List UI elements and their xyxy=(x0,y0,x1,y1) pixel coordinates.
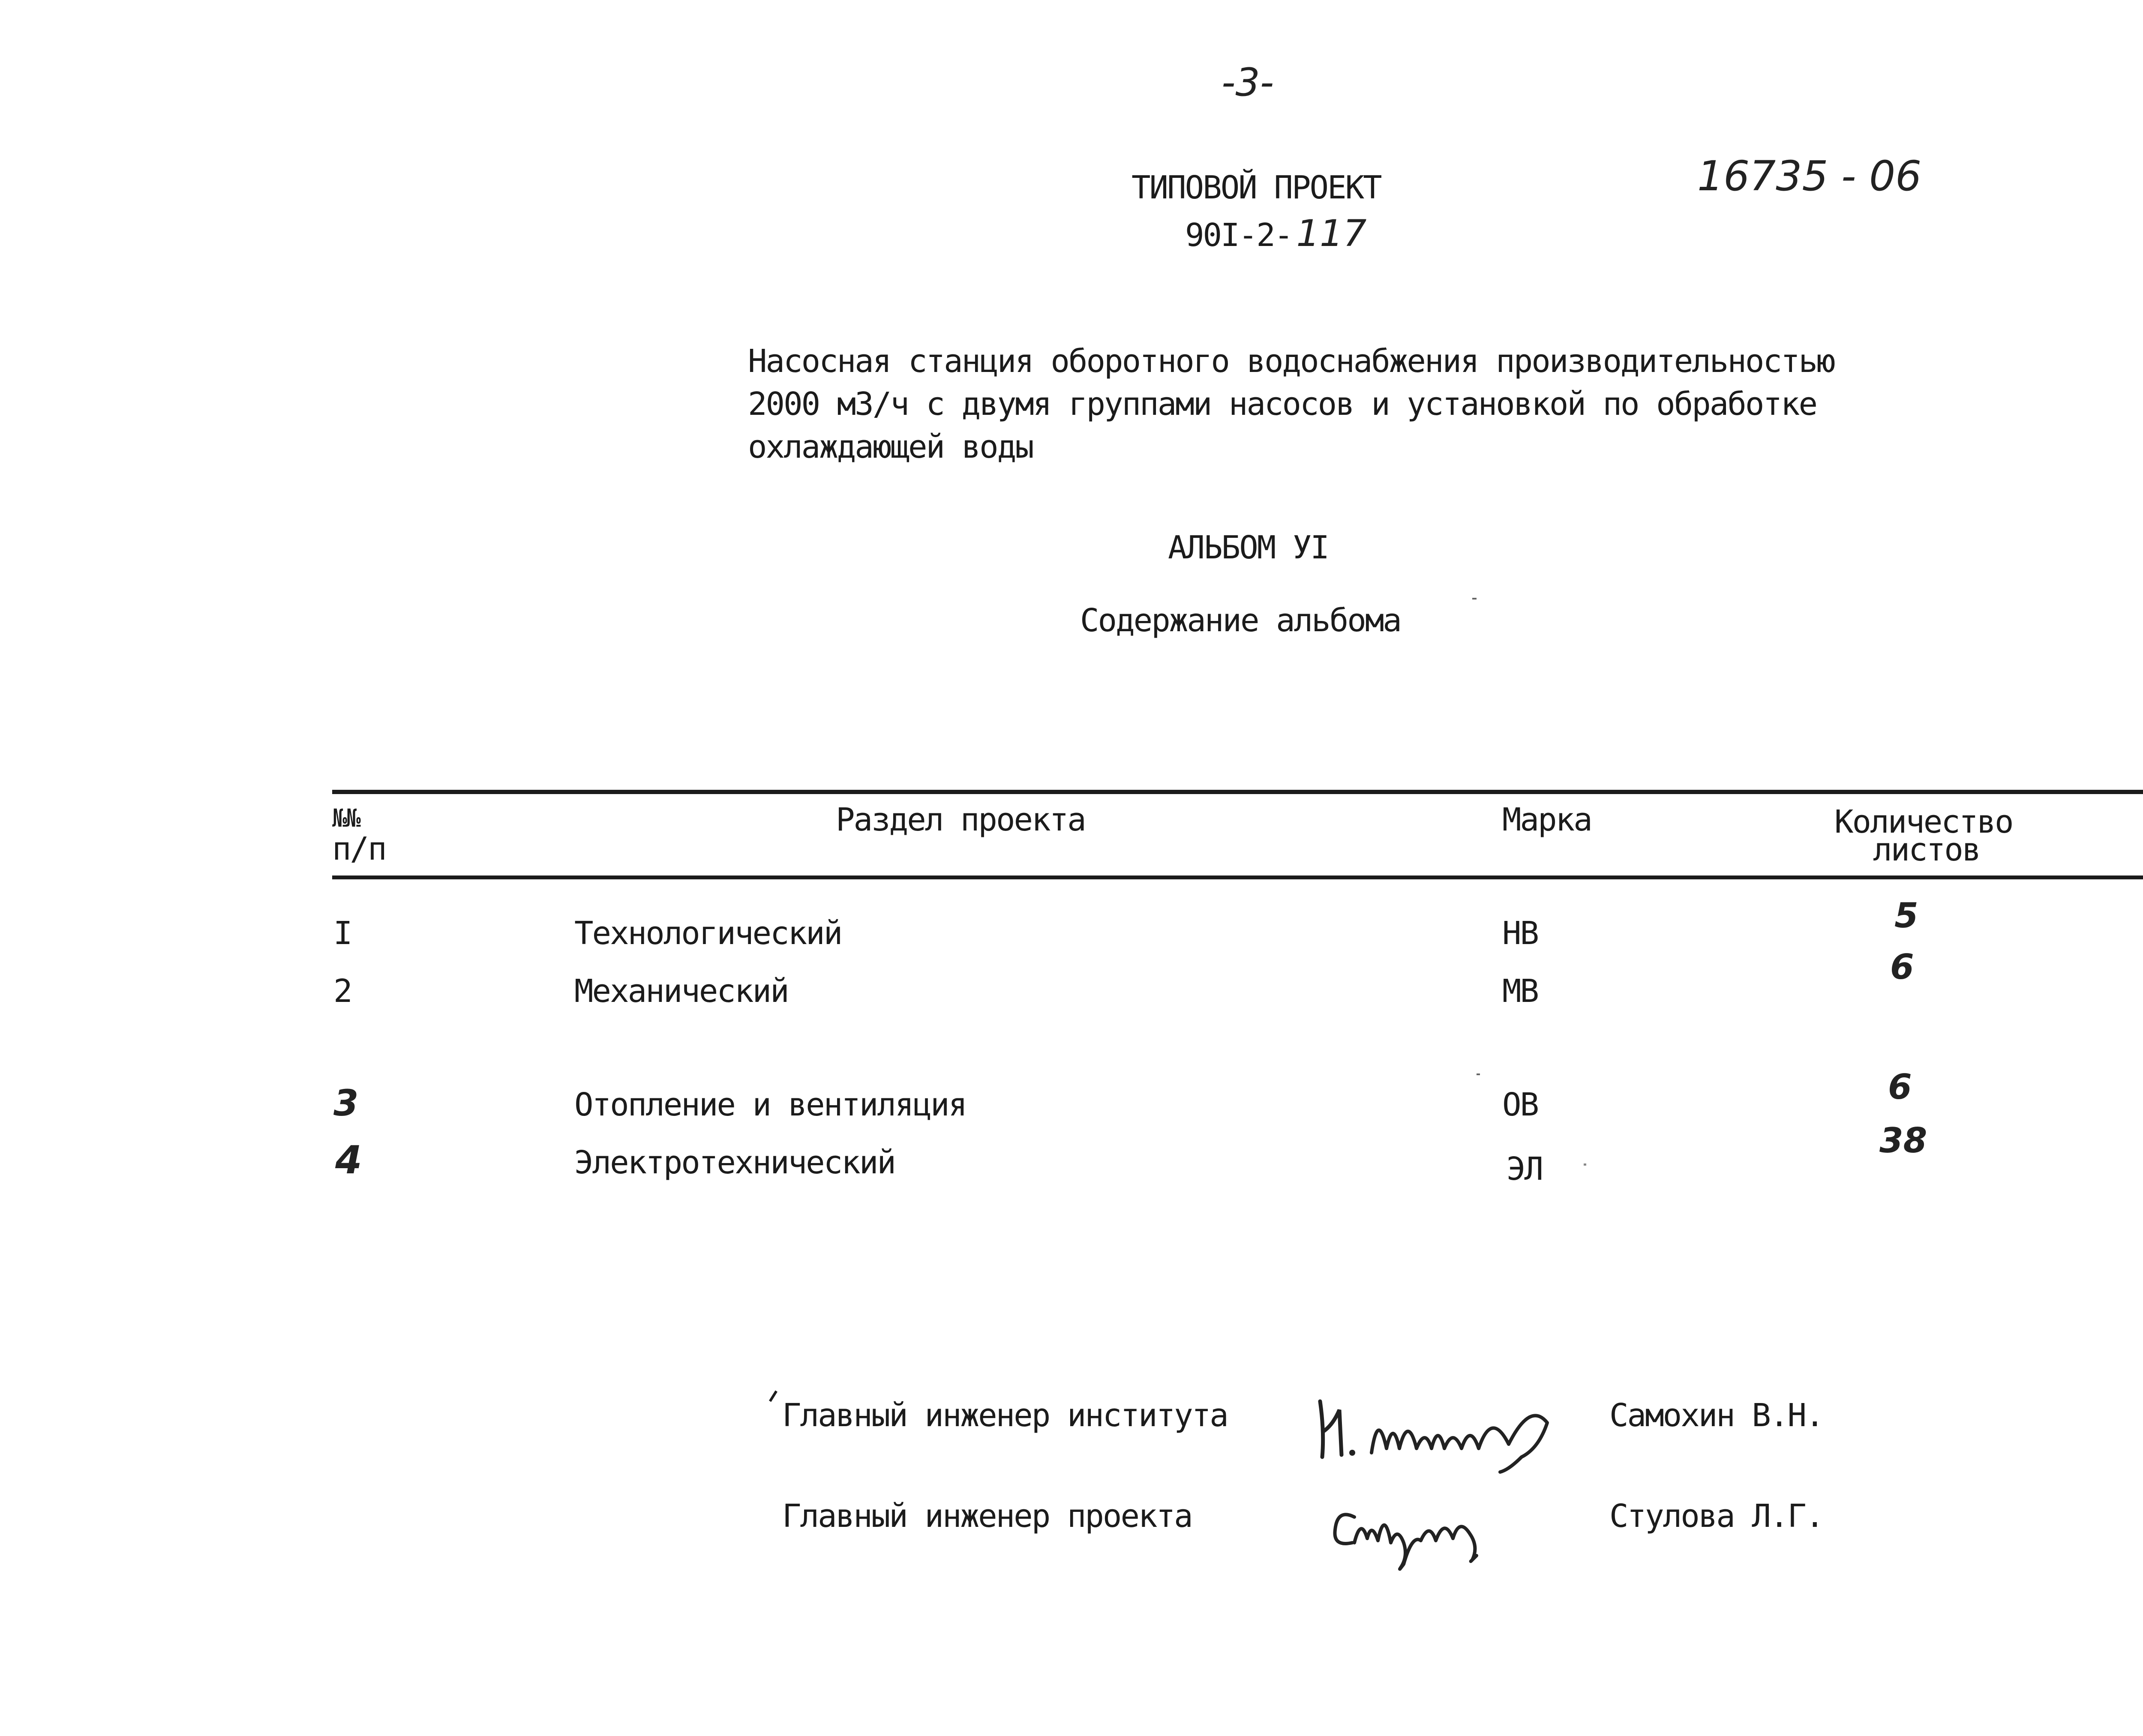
header-count: Количество xyxy=(1834,804,2013,840)
header-number-sub: п/п xyxy=(332,831,386,867)
row-count: 38 xyxy=(1879,1121,1927,1160)
header-mark: Марка xyxy=(1502,801,1591,838)
contents-title: Содержание альбома xyxy=(1080,602,1401,639)
row-section: Технологический xyxy=(574,915,842,952)
row-number: 2 xyxy=(333,973,351,1010)
signature-role: Главный инженер проекта xyxy=(782,1498,1192,1535)
project-code xyxy=(1185,212,1366,255)
row-mark: НВ xyxy=(1502,915,1538,952)
project-code-prefix: 90I-2- xyxy=(1185,217,1292,254)
row-count: 6 xyxy=(1888,1067,1912,1107)
title-line-3: охлаждающей воды xyxy=(748,429,1033,465)
row-section: Механический xyxy=(574,973,788,1010)
handwritten-signature xyxy=(1329,1491,1526,1573)
header-section: Раздел проекта xyxy=(836,801,1085,838)
header-number: №№ xyxy=(332,804,360,833)
row-mark: МВ xyxy=(1502,973,1538,1010)
title-line-1: Насосная станция оборотного водоснабжения производительностью xyxy=(748,343,1834,380)
speck xyxy=(1584,1163,1586,1166)
album-title: АЛЬБОМ УI xyxy=(1168,529,1328,566)
row-number: I xyxy=(333,915,351,952)
project-type-label: ТИПОВОЙ ПРОЕКТ xyxy=(1132,169,1381,206)
row-mark: ОВ xyxy=(1502,1086,1538,1123)
row-count: 6 xyxy=(1890,947,1914,987)
signature-tick xyxy=(769,1391,777,1402)
speck xyxy=(1477,1073,1480,1075)
row-count: 5 xyxy=(1894,896,1918,935)
row-mark: ЭЛ xyxy=(1507,1151,1543,1187)
table-header-rule xyxy=(332,875,2143,879)
signature-name: Самохин В.Н. xyxy=(1609,1397,1823,1434)
signature-name: Стулова Л.Г. xyxy=(1609,1498,1823,1535)
page-number: -3- xyxy=(1222,60,1274,105)
speck xyxy=(1472,598,1477,600)
row-section: Электротехнический xyxy=(574,1144,895,1181)
table-top-rule xyxy=(332,790,2143,794)
row-number: 3 xyxy=(333,1082,359,1124)
signature-role: Главный инженер института xyxy=(782,1397,1228,1434)
row-section: Отопление и вентиляция xyxy=(574,1086,966,1123)
project-code-suffix: 117 xyxy=(1296,212,1367,255)
row-number: 4 xyxy=(335,1138,362,1183)
handwritten-signature xyxy=(1307,1384,1573,1474)
document-number: 16735 - 06 xyxy=(1697,152,1922,200)
title-line-2: 2000 м3/ч с двумя группами насосов и установкой по обработке xyxy=(748,386,1817,423)
header-count-sub: листов xyxy=(1873,831,1980,868)
